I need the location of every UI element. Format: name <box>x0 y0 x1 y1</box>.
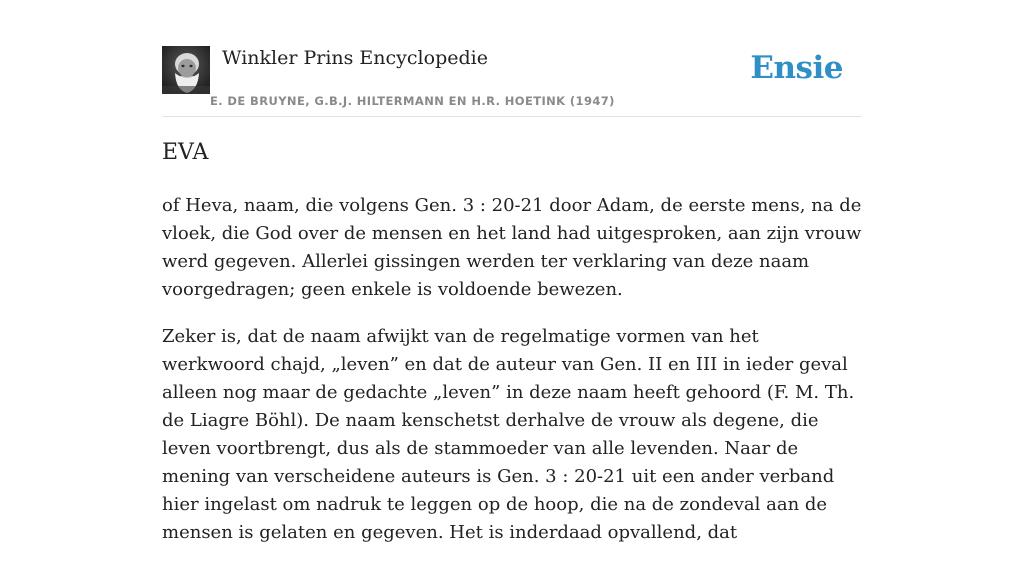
article-body <box>162 192 862 566</box>
ensie-logo[interactable]: Ensie <box>750 50 843 86</box>
avatar-portrait-icon[interactable] <box>162 46 210 94</box>
site-title[interactable]: Winkler Prins Encyclopedie <box>222 47 488 69</box>
paragraph: Zeker is, dat de naam afwijkt van de regelmatige vormen van het werkwoord chajd, „leven” en dat de auteur van Gen. II en III in ieder geval alleen nog maar de gedachte „leven” in deze naam heeft gehoord (F. M. Th. de Liagre Böhl). De naam kenschetst derhalve de vrouw als degene, die leven voortbrengt, dus als de stammoeder van alle levenden. Naar de mening van verscheidene auteurs is Gen. 3 : 20-21 uit een ander verband hier ingelast om nadruk te leggen op de hoop, die na de zondeval aan de mensen is gelaten en gegeven. Het is inderdaad opvallend, dat <box>162 326 855 543</box>
bearded-man-icon <box>162 46 210 94</box>
header <box>162 46 862 117</box>
authors-line: E. DE BRUYNE, G.B.J. HILTERMANN EN H.R. HOETINK (1947) <box>210 94 615 108</box>
article-title: EVA <box>162 140 209 165</box>
paragraph: of Heva, naam, die volgens Gen. 3 : 20-21 door Adam, de eerste mens, na de vloek, die God over de mensen en het land had uitgesproken, aan zijn vrouw werd gegeven. Allerlei gissingen werden ter verklaring van deze naam voorgedragen; geen enkele is voldoende bewezen. <box>162 195 862 300</box>
